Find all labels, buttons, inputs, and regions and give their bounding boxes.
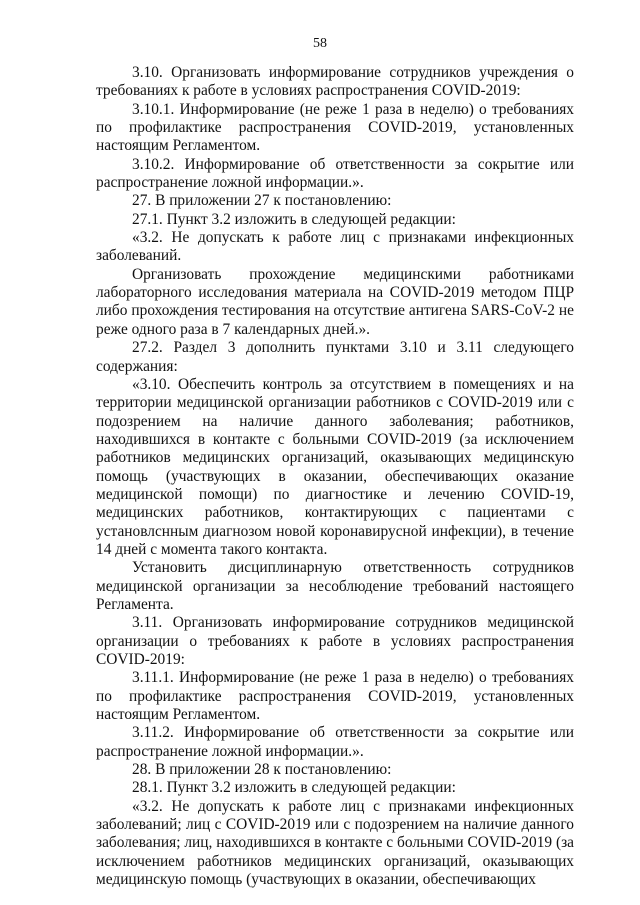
paragraph: 3.11. Организовать информирование сотрудников медицинской организации о требованиях к работе в условиях распространения COVID-2019: [96, 614, 574, 668]
paragraph: Организовать прохождение медицинскими работниками лабораторного исследования материала на COVID-2019 методом ПЦР либо прохождения тестирования на отсутствие антигена SARS-CoV-2 не реже одного раза в 7 календарных дней.». [96, 265, 574, 338]
paragraph: 3.10.1. Информирование (не реже 1 раза в неделю) о требованиях по профилактике распространения COVID-2019, установленных настоящим Регламентом. [96, 100, 574, 155]
paragraph: 3.10. Организовать информирование сотрудников учреждения о требованиях к работе в условиях распространения COVID-2019: [96, 64, 574, 100]
paragraph: Установить дисциплинарную ответственность сотрудников медицинской организации за несоблюдение требований настоящего Регламента. [96, 559, 574, 613]
paragraph: 28.1. Пункт 3.2 изложить в следующей редакции: [132, 779, 456, 797]
paragraph: 3.11.1. Информирование (не реже 1 раза в неделю) о требованиях по профилактике распространения COVID-2019, установленных настоящим Регламентом. [96, 669, 574, 724]
paragraph: «3.10. Обеспечить контроль за отсутствием в помещениях и на территории медицинской организации работников с COVID-2019 или с подозрением на наличие данного заболевания; работников, находившихся в контакте с больными COVID-2019 (за исключением работников медицинских организаций, оказывающих медицинскую помощь (участвующих в оказании, обеспечивающих оказание медицинской помощи) по диагностике и лечению COVID-19, медицинских работников, контактирующих с пациентами с установлснным диагнозом новой коронавирусной инфекции), в течение 14 дней с момента такого контакта. [96, 375, 574, 558]
page-number: 58 [313, 36, 327, 51]
paragraph: 3.11.2. Информирование об ответственности за сокрытие или распространение ложной информации.». [96, 724, 574, 760]
paragraph: «3.2. Не допускать к работе лиц с признаками инфекционных заболеваний. [96, 229, 574, 265]
paragraph: 3.10.2. Информирование об ответственности за сокрытие или распространение ложной информации.». [96, 155, 574, 192]
paragraph: 27.1. Пункт 3.2 изложить в следующей редакции: [132, 210, 456, 228]
paragraph: 28. В приложении 28 к постановлению: [132, 761, 392, 779]
paragraph: «3.2. Не допускать к работе лиц с признаками инфекционных заболеваний; лиц с COVID-2019 или с подозрением на наличие данного заболевания; лиц, находившихся в контакте с больными COVID-2019 (за исключением работников медицинских организаций, оказывающих медицинскую помощь (участвующих в оказании, обеспечивающих [96, 797, 574, 889]
paragraph: 27. В приложении 27 к постановлению: [132, 192, 392, 210]
paragraph: 27.2. Раздел 3 дополнить пунктами 3.10 и 3.11 следующего содержания: [96, 339, 574, 375]
document-body [96, 64, 574, 889]
